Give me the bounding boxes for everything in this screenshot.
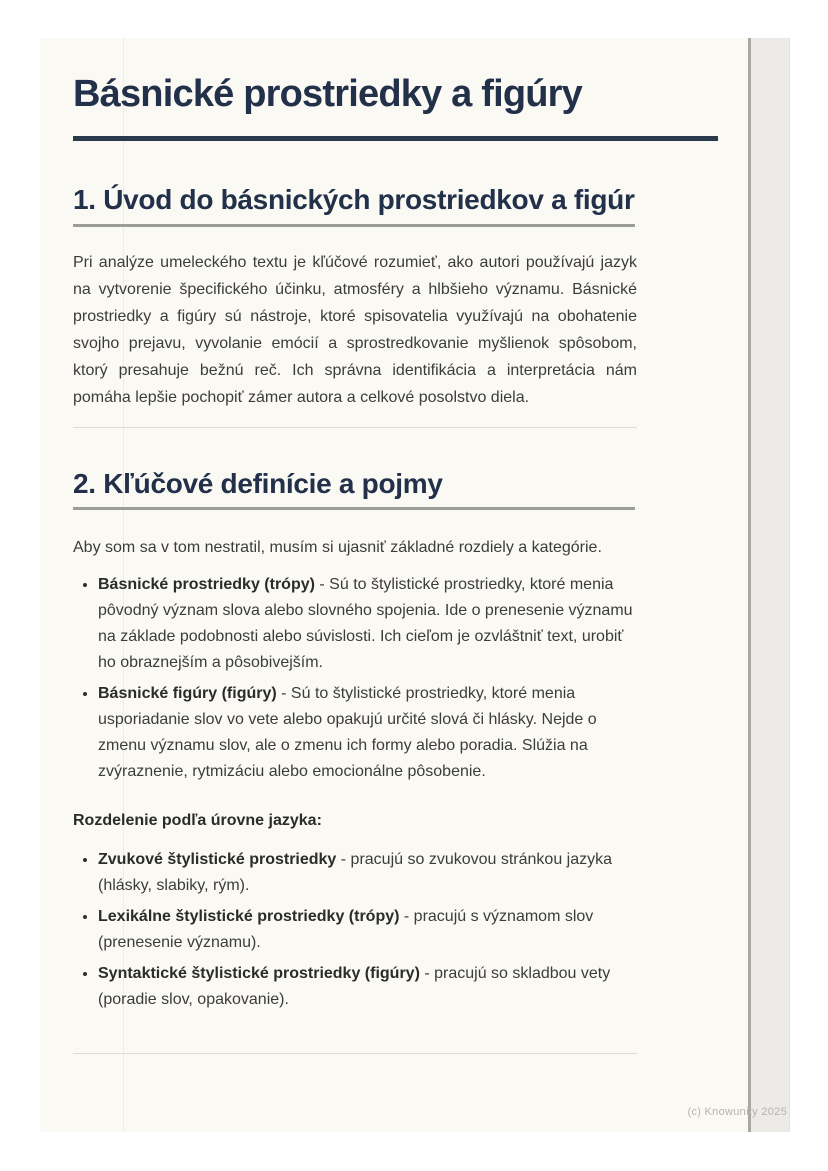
- definition-text: - Sú to štylistické prostriedky, ktoré menia pôvodný význam slova alebo slovného spojenia. Ide o prenesenie významu na základe podobnosti alebo súvislosti. Ich cieľom je ozvláštniť text, urobiť ho obraznejším a pôsobivejším.: [98, 576, 633, 672]
- section-2-underline: [73, 507, 635, 510]
- list-item: [98, 681, 638, 785]
- definitions-list: [73, 572, 638, 785]
- level-text: - pracujú s významom slov (prenesenie významu).: [98, 908, 594, 952]
- document-title: Básnické prostriedky a figúry: [73, 73, 583, 115]
- section-1-heading: 1. Úvod do básnických prostriedkov a figúr: [73, 184, 635, 216]
- list-item: [98, 572, 638, 676]
- list-item: [98, 904, 638, 956]
- document-page: [40, 38, 790, 1132]
- level-term: Lexikálne štylistické prostriedky (trópy): [98, 908, 400, 926]
- bottom-divider: [73, 1053, 637, 1054]
- definition-term: Básnické prostriedky (trópy): [98, 576, 315, 594]
- page-edge-strip: [748, 38, 790, 1132]
- section-2-heading: 2. Kľúčové definície a pojmy: [73, 467, 443, 499]
- level-term: Zvukové štylistické prostriedky: [98, 851, 337, 869]
- document-content: [73, 38, 718, 1054]
- section-1-paragraph: Pri analýze umeleckého textu je kľúčové rozumieť, ako autori používajú jazyk na vytvorenie špecifického účinku, atmosféry a hlbšieho významu. Básnické prostriedky a figúry sú nástroje, ktoré spisovatelia využívajú na obohatenie svojho prejavu, vyvolanie emócií a sprostredkovanie myšlienok spôsobom, ktorý presahuje bežnú reč. Ich správna identifikácia a interpretácia nám pomáha lepšie pochopiť zámer autora a celkové posolstvo diela.: [73, 253, 637, 406]
- level-term: Syntaktické štylistické prostriedky (figúry): [98, 965, 420, 983]
- section-divider: [73, 427, 637, 428]
- level-text: - pracujú so zvukovou stránkou jazyka (hlásky, slabiky, rým).: [98, 851, 613, 895]
- definition-term: Básnické figúry (figúry): [98, 685, 277, 703]
- section-2-intro: Aby som sa v tom nestratil, musím si ujasniť základné rozdiely a kategórie.: [73, 539, 602, 557]
- levels-subheading: Rozdelenie podľa úrovne jazyka:: [73, 812, 322, 830]
- title-rule: [73, 136, 718, 141]
- list-item: [98, 847, 638, 899]
- definition-text: - Sú to štylistické prostriedky, ktoré menia usporiadanie slov vo vete alebo opakujú určité slová či hlásky. Nejde o zmenu významu slov, ale o zmenu ich formy alebo poradia. Slúžia na zvýraznenie, rytmizáciu alebo emocionálne pôsobenie.: [98, 685, 597, 781]
- level-text: - pracujú so skladbou vety (poradie slov, opakovanie).: [98, 965, 611, 1009]
- section-1-underline: [73, 224, 635, 227]
- copyright-watermark: (c) Knowunity 2025: [687, 1106, 787, 1118]
- levels-list: [73, 847, 638, 1013]
- list-item: [98, 961, 638, 1013]
